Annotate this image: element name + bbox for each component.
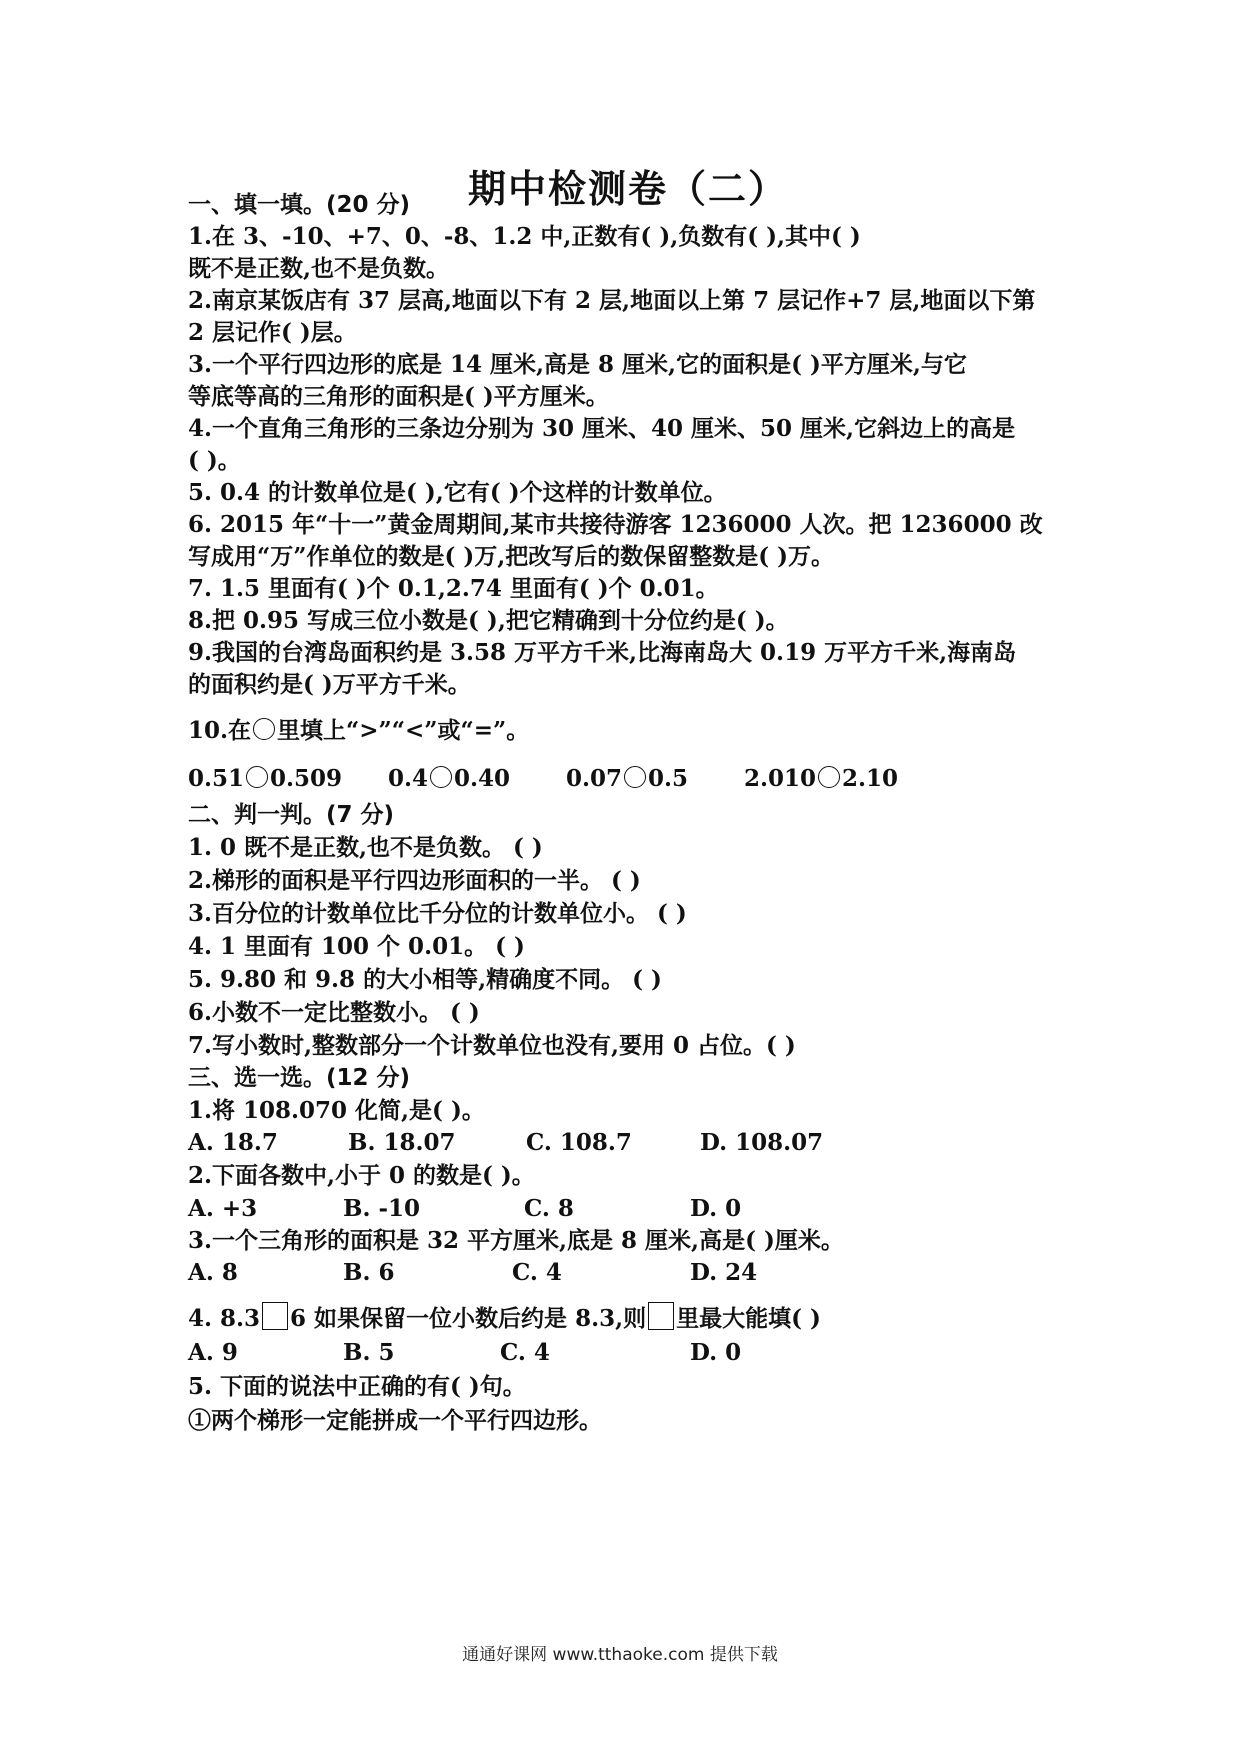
s1-line-4: 2 层记作( )层。 (188, 319, 357, 346)
option-b[interactable]: B. 18.07 (348, 1129, 456, 1156)
q4-part2: 6 如果保留一位小数后约是 8.3,则 (290, 1305, 647, 1332)
option-a[interactable]: A. 9 (188, 1339, 238, 1366)
compare-item-2 (388, 764, 510, 794)
section2-heading: 二、判一判。(7 分) (188, 802, 395, 828)
s2-line-4: 4. 1 里面有 100 个 0.01。 ( ) (188, 933, 525, 960)
square-blank-icon[interactable] (262, 1302, 288, 1330)
s2-line-1: 1. 0 既不是正数,也不是负数。 ( ) (188, 834, 543, 861)
option-d[interactable]: D. 24 (690, 1259, 758, 1286)
option-b[interactable]: B. 6 (343, 1259, 395, 1286)
s1-line-5: 3.一个平行四边形的底是 14 厘米,高是 8 厘米,它的面积是( )平方厘米,与它 (188, 351, 967, 378)
page-title: 期中检测卷（二） (467, 167, 788, 211)
q10-suffix: 里填上“>”“<”或“=”。 (277, 717, 530, 744)
s1-line-10: 6. 2015 年“十一”黄金周期间,某市共接待游客 1236000 人次。把 1236000 改 (188, 511, 1043, 538)
s1-line-13: 8.把 0.95 写成三位小数是( ),把它精确到十分位约是( )。 (188, 607, 789, 634)
compare-left: 2.010 (744, 765, 817, 792)
q4-part3: 里最大能填( ) (676, 1305, 821, 1332)
option-b[interactable]: B. 5 (343, 1339, 395, 1366)
circle-blank-icon[interactable] (624, 766, 646, 788)
s2-line-2: 2.梯形的面积是平行四边形面积的一半。 ( ) (188, 867, 641, 894)
option-a[interactable]: A. 8 (188, 1259, 238, 1286)
s1-line-15: 的面积约是( )万平方千米。 (188, 671, 471, 698)
s3-q3: 3.一个三角形的面积是 32 平方厘米,底是 8 厘米,高是( )厘米。 (188, 1227, 844, 1254)
s3-q5: 5. 下面的说法中正确的有( )句。 (188, 1373, 526, 1400)
s3-q2: 2.下面各数中,小于 0 的数是( )。 (188, 1162, 535, 1189)
compare-left: 0.4 (388, 765, 429, 792)
compare-item-3 (566, 764, 688, 794)
q10-prefix: 10.在 (188, 717, 252, 744)
s1-line-8: ( )。 (188, 447, 241, 474)
s1-line-3: 2.南京某饭店有 37 层高,地面以下有 2 层,地面以上第 7 层记作+7 层,地面以下第 (188, 287, 1036, 314)
circle-blank-icon[interactable] (818, 766, 840, 788)
option-c[interactable]: C. 108.7 (526, 1129, 632, 1156)
compare-right: 2.10 (842, 765, 899, 792)
s1-q10 (188, 716, 529, 746)
s2-line-5: 5. 9.80 和 9.8 的大小相等,精确度不同。 ( ) (188, 966, 662, 993)
option-b[interactable]: B. -10 (343, 1195, 421, 1222)
option-d[interactable]: D. 108.07 (700, 1129, 824, 1156)
circle-blank-icon (253, 718, 275, 740)
s1-line-7: 4.一个直角三角形的三条边分别为 30 厘米、40 厘米、50 厘米,它斜边上的高是 (188, 415, 1016, 442)
s1-line-2: 既不是正数,也不是负数。 (188, 255, 450, 282)
option-c[interactable]: C. 4 (512, 1259, 562, 1286)
compare-right: 0.40 (454, 765, 511, 792)
compare-left: 0.07 (566, 765, 623, 792)
compare-right: 0.5 (648, 765, 689, 792)
q4-part1: 4. 8.3 (188, 1305, 261, 1332)
s1-line-12: 7. 1.5 里面有( )个 0.1,2.74 里面有( )个 0.01。 (188, 575, 719, 602)
s2-line-6: 6.小数不一定比整数小。 ( ) (188, 999, 480, 1026)
s1-line-11: 写成用“万”作单位的数是( )万,把改写后的数保留整数是( )万。 (188, 543, 835, 570)
s3-q1: 1.将 108.070 化简,是( )。 (188, 1097, 485, 1124)
option-c[interactable]: C. 4 (500, 1339, 550, 1366)
compare-item-4 (744, 764, 898, 794)
option-d[interactable]: D. 0 (690, 1195, 742, 1222)
s1-line-9: 5. 0.4 的计数单位是( ),它有( )个这样的计数单位。 (188, 479, 727, 506)
section3-heading: 三、选一选。(12 分) (188, 1065, 411, 1091)
page-footer: 通通好课网 www.tthaoke.com 提供下载 (462, 1645, 778, 1665)
option-a[interactable]: A. +3 (188, 1195, 258, 1222)
section1-heading: 一、填一填。(20 分) (188, 192, 411, 218)
compare-item-1 (188, 764, 342, 794)
option-a[interactable]: A. 18.7 (188, 1129, 278, 1156)
circle-blank-icon[interactable] (430, 766, 452, 788)
s2-line-3: 3.百分位的计数单位比千分位的计数单位小。 ( ) (188, 900, 687, 927)
s1-line-6: 等底等高的三角形的面积是( )平方厘米。 (188, 383, 609, 410)
option-c[interactable]: C. 8 (524, 1195, 574, 1222)
s3-q4 (188, 1302, 821, 1334)
circle-blank-icon[interactable] (246, 766, 268, 788)
s2-line-7: 7.写小数时,整数部分一个计数单位也没有,要用 0 占位。( ) (188, 1032, 796, 1059)
s1-line-14: 9.我国的台湾岛面积约是 3.58 万平方千米,比海南岛大 0.19 万平方千米,海南岛 (188, 639, 1017, 666)
compare-left: 0.51 (188, 765, 245, 792)
compare-right: 0.509 (270, 765, 343, 792)
square-blank-icon (648, 1302, 674, 1330)
option-d[interactable]: D. 0 (690, 1339, 742, 1366)
s3-q5-item1: ①两个梯形一定能拼成一个平行四边形。 (188, 1407, 602, 1434)
s1-line-1: 1.在 3、-10、+7、0、-8、1.2 中,正数有( ),负数有( ),其中( ) (188, 223, 861, 250)
